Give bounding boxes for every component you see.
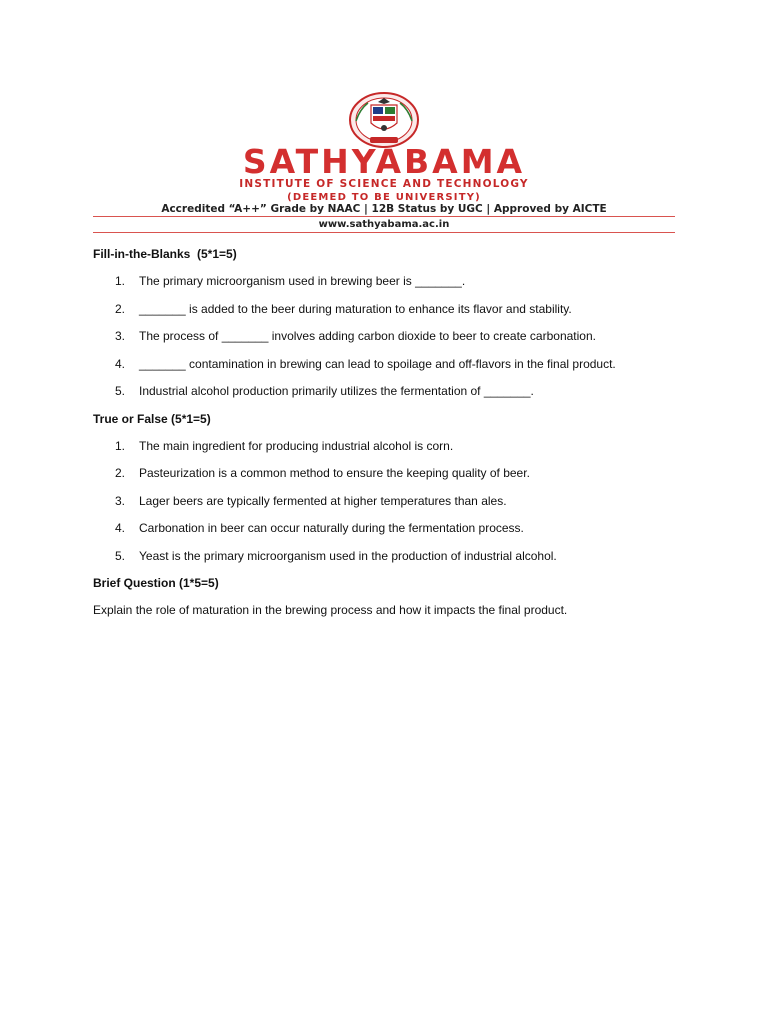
list-item — [93, 383, 693, 399]
fill-in-the-blanks-list — [93, 273, 693, 399]
item-number: 5. — [115, 548, 126, 563]
list-item — [93, 273, 693, 289]
true-or-false-list — [93, 438, 693, 564]
list-item — [93, 438, 693, 454]
item-number: 1. — [115, 274, 126, 288]
item-number: 4. — [115, 356, 126, 371]
item-number: 2. — [115, 301, 126, 316]
section-title-brief-question: Brief Question (1*5=5) — [93, 576, 219, 590]
question-text: _______ is added to the beer during maturation to enhance its flavor and stability. — [139, 301, 572, 316]
section-title-true-or-false: True or False (5*1=5) — [93, 411, 211, 426]
letterhead — [93, 86, 675, 236]
list-item — [93, 465, 693, 481]
list-item — [93, 548, 693, 564]
header-divider-bottom — [93, 232, 675, 233]
list-item — [93, 520, 693, 536]
university-seal-logo — [348, 91, 420, 149]
accreditation-line: Accredited “A++” Grade by NAAC | 12B Status by UGC | Approved by AICTE — [161, 203, 607, 215]
section-title-fill-in-the-blanks: Fill-in-the-Blanks (5*1=5) — [93, 247, 237, 261]
list-item — [93, 328, 693, 344]
item-number: 1. — [115, 438, 126, 453]
item-number: 2. — [115, 466, 126, 480]
item-number: 3. — [115, 493, 126, 508]
item-number: 4. — [115, 521, 126, 535]
question-text: The process of _______ involves adding carbon dioxide to beer to create carbonation. — [139, 329, 596, 343]
item-number: 3. — [115, 329, 126, 343]
list-item — [93, 493, 693, 509]
question-text: Lager beers are typically fermented at higher temperatures than ales. — [139, 493, 507, 508]
website-link[interactable]: www.sathyabama.ac.in — [318, 219, 450, 230]
university-status: (DEEMED TO BE UNIVERSITY) — [287, 192, 481, 203]
question-text: _______ contamination in brewing can lead to spoilage and off-flavors in the final product. — [139, 356, 616, 371]
question-text: Carbonation in beer can occur naturally during the fermentation process. — [139, 521, 524, 535]
list-item — [93, 356, 693, 372]
question-text: The main ingredient for producing industrial alcohol is corn. — [139, 438, 454, 453]
header-divider-top — [93, 216, 675, 217]
list-item — [93, 301, 693, 317]
question-paper-body — [93, 246, 693, 618]
question-text: The primary microorganism used in brewing beer is _______. — [139, 274, 466, 288]
institution-name: SATHYABAMA — [242, 142, 526, 181]
item-number: 5. — [115, 384, 126, 398]
institution-subtitle: INSTITUTE OF SCIENCE AND TECHNOLOGY — [239, 178, 529, 190]
question-text: Pasteurization is a common method to ensure the keeping quality of beer. — [139, 466, 530, 480]
question-text: Yeast is the primary microorganism used in the production of industrial alcohol. — [139, 548, 557, 563]
brief-question-text: Explain the role of maturation in the brewing process and how it impacts the final product. — [93, 603, 568, 617]
question-text: Industrial alcohol production primarily utilizes the fermentation of _______. — [139, 384, 534, 398]
